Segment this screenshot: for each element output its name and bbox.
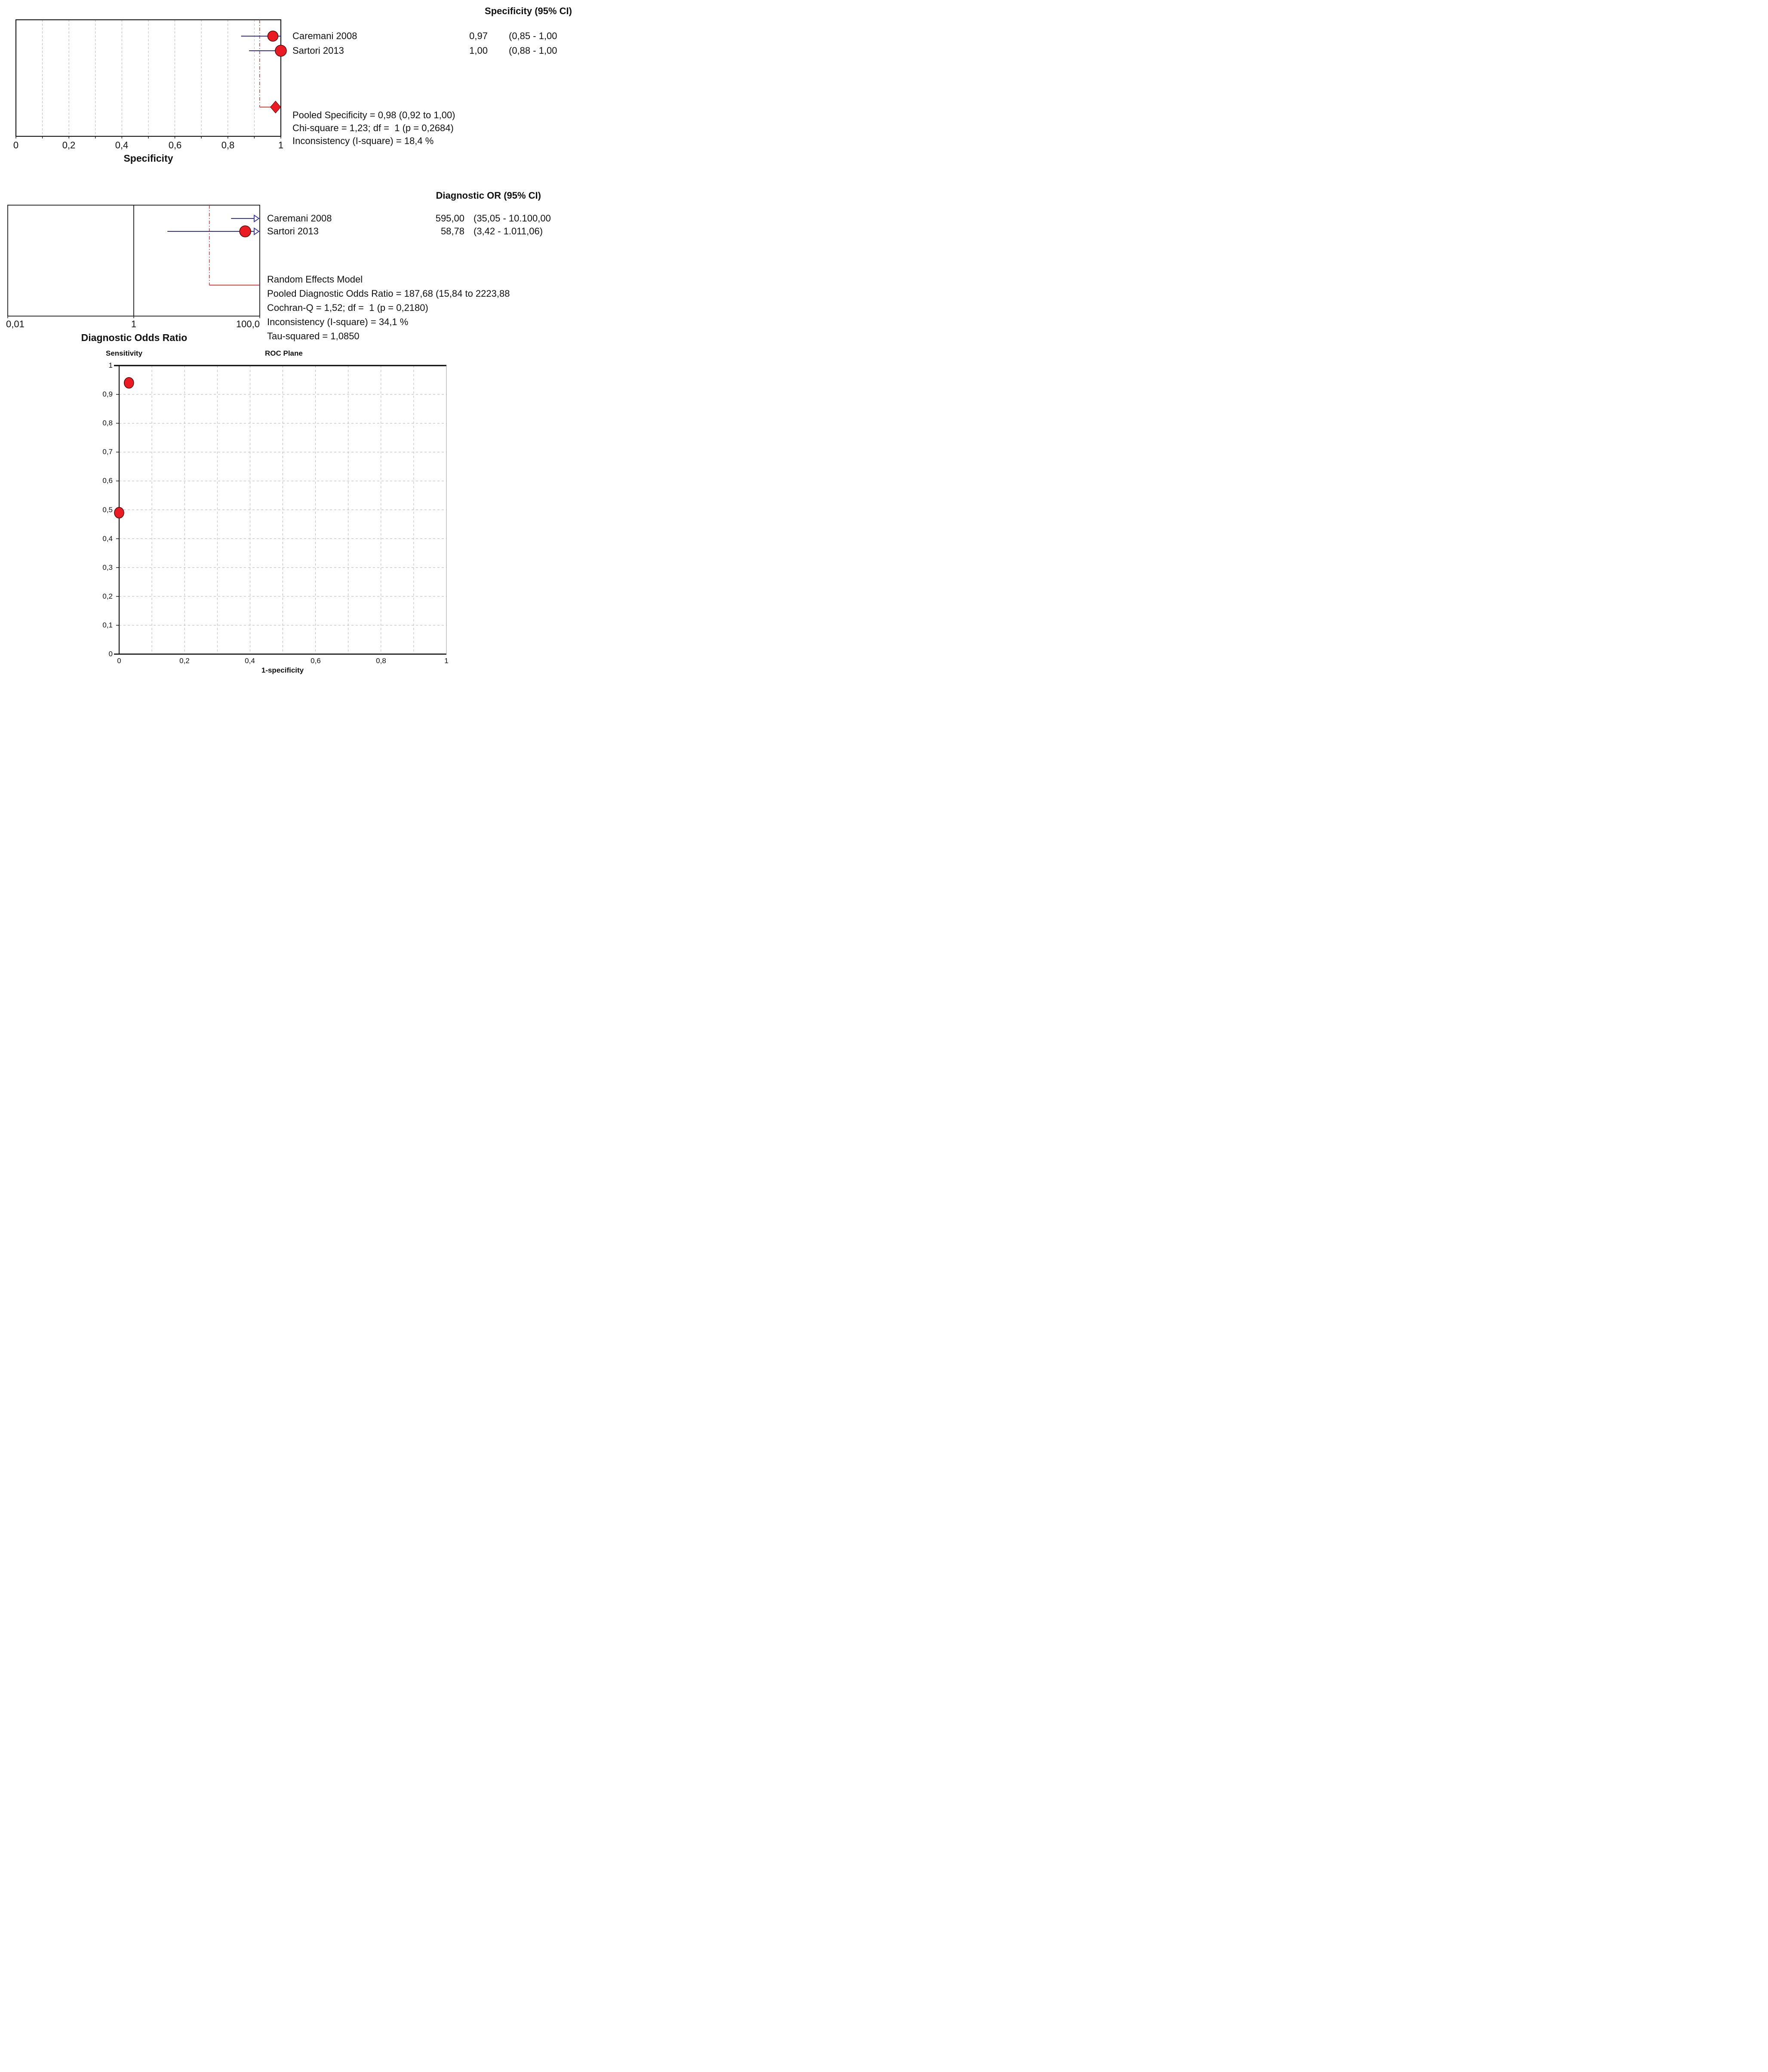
ci-clipped-arrow [254,215,259,222]
dor-tausquared-line: Tau-squared = 1,0850 [267,331,360,341]
roc-ytick-01: 0,1 [102,621,113,629]
roc-ytick-06: 0,6 [102,476,113,485]
roc-point [114,507,124,518]
spec-axis-tick-04: 0,4 [115,140,129,151]
roc-ytick-02: 0,2 [102,592,113,600]
roc-ytick-08: 0,8 [102,419,113,427]
study-point [275,45,286,56]
spec-axis-tick-1: 1 [278,140,284,151]
dor-axis-tick-1: 1 [131,319,137,329]
roc-xlabel: 1-specificity [261,666,304,674]
specificity-study-ci-1: (0,85 - 1,00 [509,31,557,41]
roc-ytick-0: 0 [108,650,113,658]
dor-study-ci-2: (3,42 - 1.011,06) [474,226,543,237]
roc-ytick-03: 0,3 [102,563,113,572]
pooled-diamond [271,101,281,113]
specificity-study-label-2: Sartori 2013 [292,45,344,56]
study-point [268,31,278,41]
spec-axis-tick-06: 0,6 [168,140,182,151]
spec-axis-title: Specificity [123,153,173,164]
roc-xtick-08: 0,8 [376,657,386,665]
study-point [240,226,251,237]
dor-cochranq-line: Cochran-Q = 1,52; df = 1 (p = 0,2180) [267,302,428,313]
meta-analysis-figure [0,0,577,676]
specificity-inconsistency-line: Inconsistency (I-square) = 18,4 % [292,135,434,146]
roc-ytick-04: 0,4 [102,535,113,543]
spec-axis-tick-02: 0,2 [62,140,76,151]
ci-clipped-arrow [254,228,259,235]
specificity-forest-plot [16,20,286,138]
dor-study-ci-1: (35,05 - 10.100,00 [474,213,551,224]
specificity-pooled-line: Pooled Specificity = 0,98 (0,92 to 1,00) [292,110,455,120]
roc-xtick-0: 0 [117,657,121,665]
roc-xtick-04: 0,4 [245,657,255,665]
dor-study-label-2: Sartori 2013 [267,226,319,237]
dor-axis-title: Diagnostic Odds Ratio [81,332,188,343]
roc-xtick-02: 0,2 [179,657,190,665]
roc-title: ROC Plane [265,349,303,357]
specificity-study-ci-2: (0,88 - 1,00 [509,45,557,56]
dor-forest-plot [8,205,260,318]
dor-study-value-1: 595,00 [435,213,464,224]
roc-point [124,378,134,388]
roc-ytick-09: 0,9 [102,390,113,398]
roc-ytick-07: 0,7 [102,448,113,456]
dor-inconsistency-line: Inconsistency (I-square) = 34,1 % [267,317,409,327]
spec-axis-tick-0: 0 [13,140,19,151]
specificity-study-value-2: 1,00 [469,45,488,56]
dor-model-label: Random Effects Model [267,274,363,285]
dor-study-label-1: Caremani 2008 [267,213,332,224]
roc-ytick-1: 1 [108,361,113,369]
roc-xtick-06: 0,6 [311,657,321,665]
dor-axis-tick-100: 100,0 [236,319,260,329]
dor-study-value-2: 58,78 [440,226,464,237]
roc-ylabel: Sensitivity [106,349,143,357]
specificity-study-label-1: Caremani 2008 [292,31,357,41]
specificity-header: Specificity (95% CI) [485,6,572,16]
specificity-study-value-1: 0,97 [469,31,488,41]
spec-axis-tick-08: 0,8 [221,140,235,151]
roc-ytick-05: 0,5 [102,506,113,514]
dor-header: Diagnostic OR (95% CI) [436,190,541,201]
specificity-chisquare-line: Chi-square = 1,23; df = 1 (p = 0,2684) [292,123,454,133]
dor-axis-tick-001: 0,01 [6,319,25,329]
roc-plane-plot [114,366,446,654]
roc-xtick-1: 1 [444,657,449,665]
dor-pooled-line: Pooled Diagnostic Odds Ratio = 187,68 (15,84 to 2223,88 [267,288,510,299]
